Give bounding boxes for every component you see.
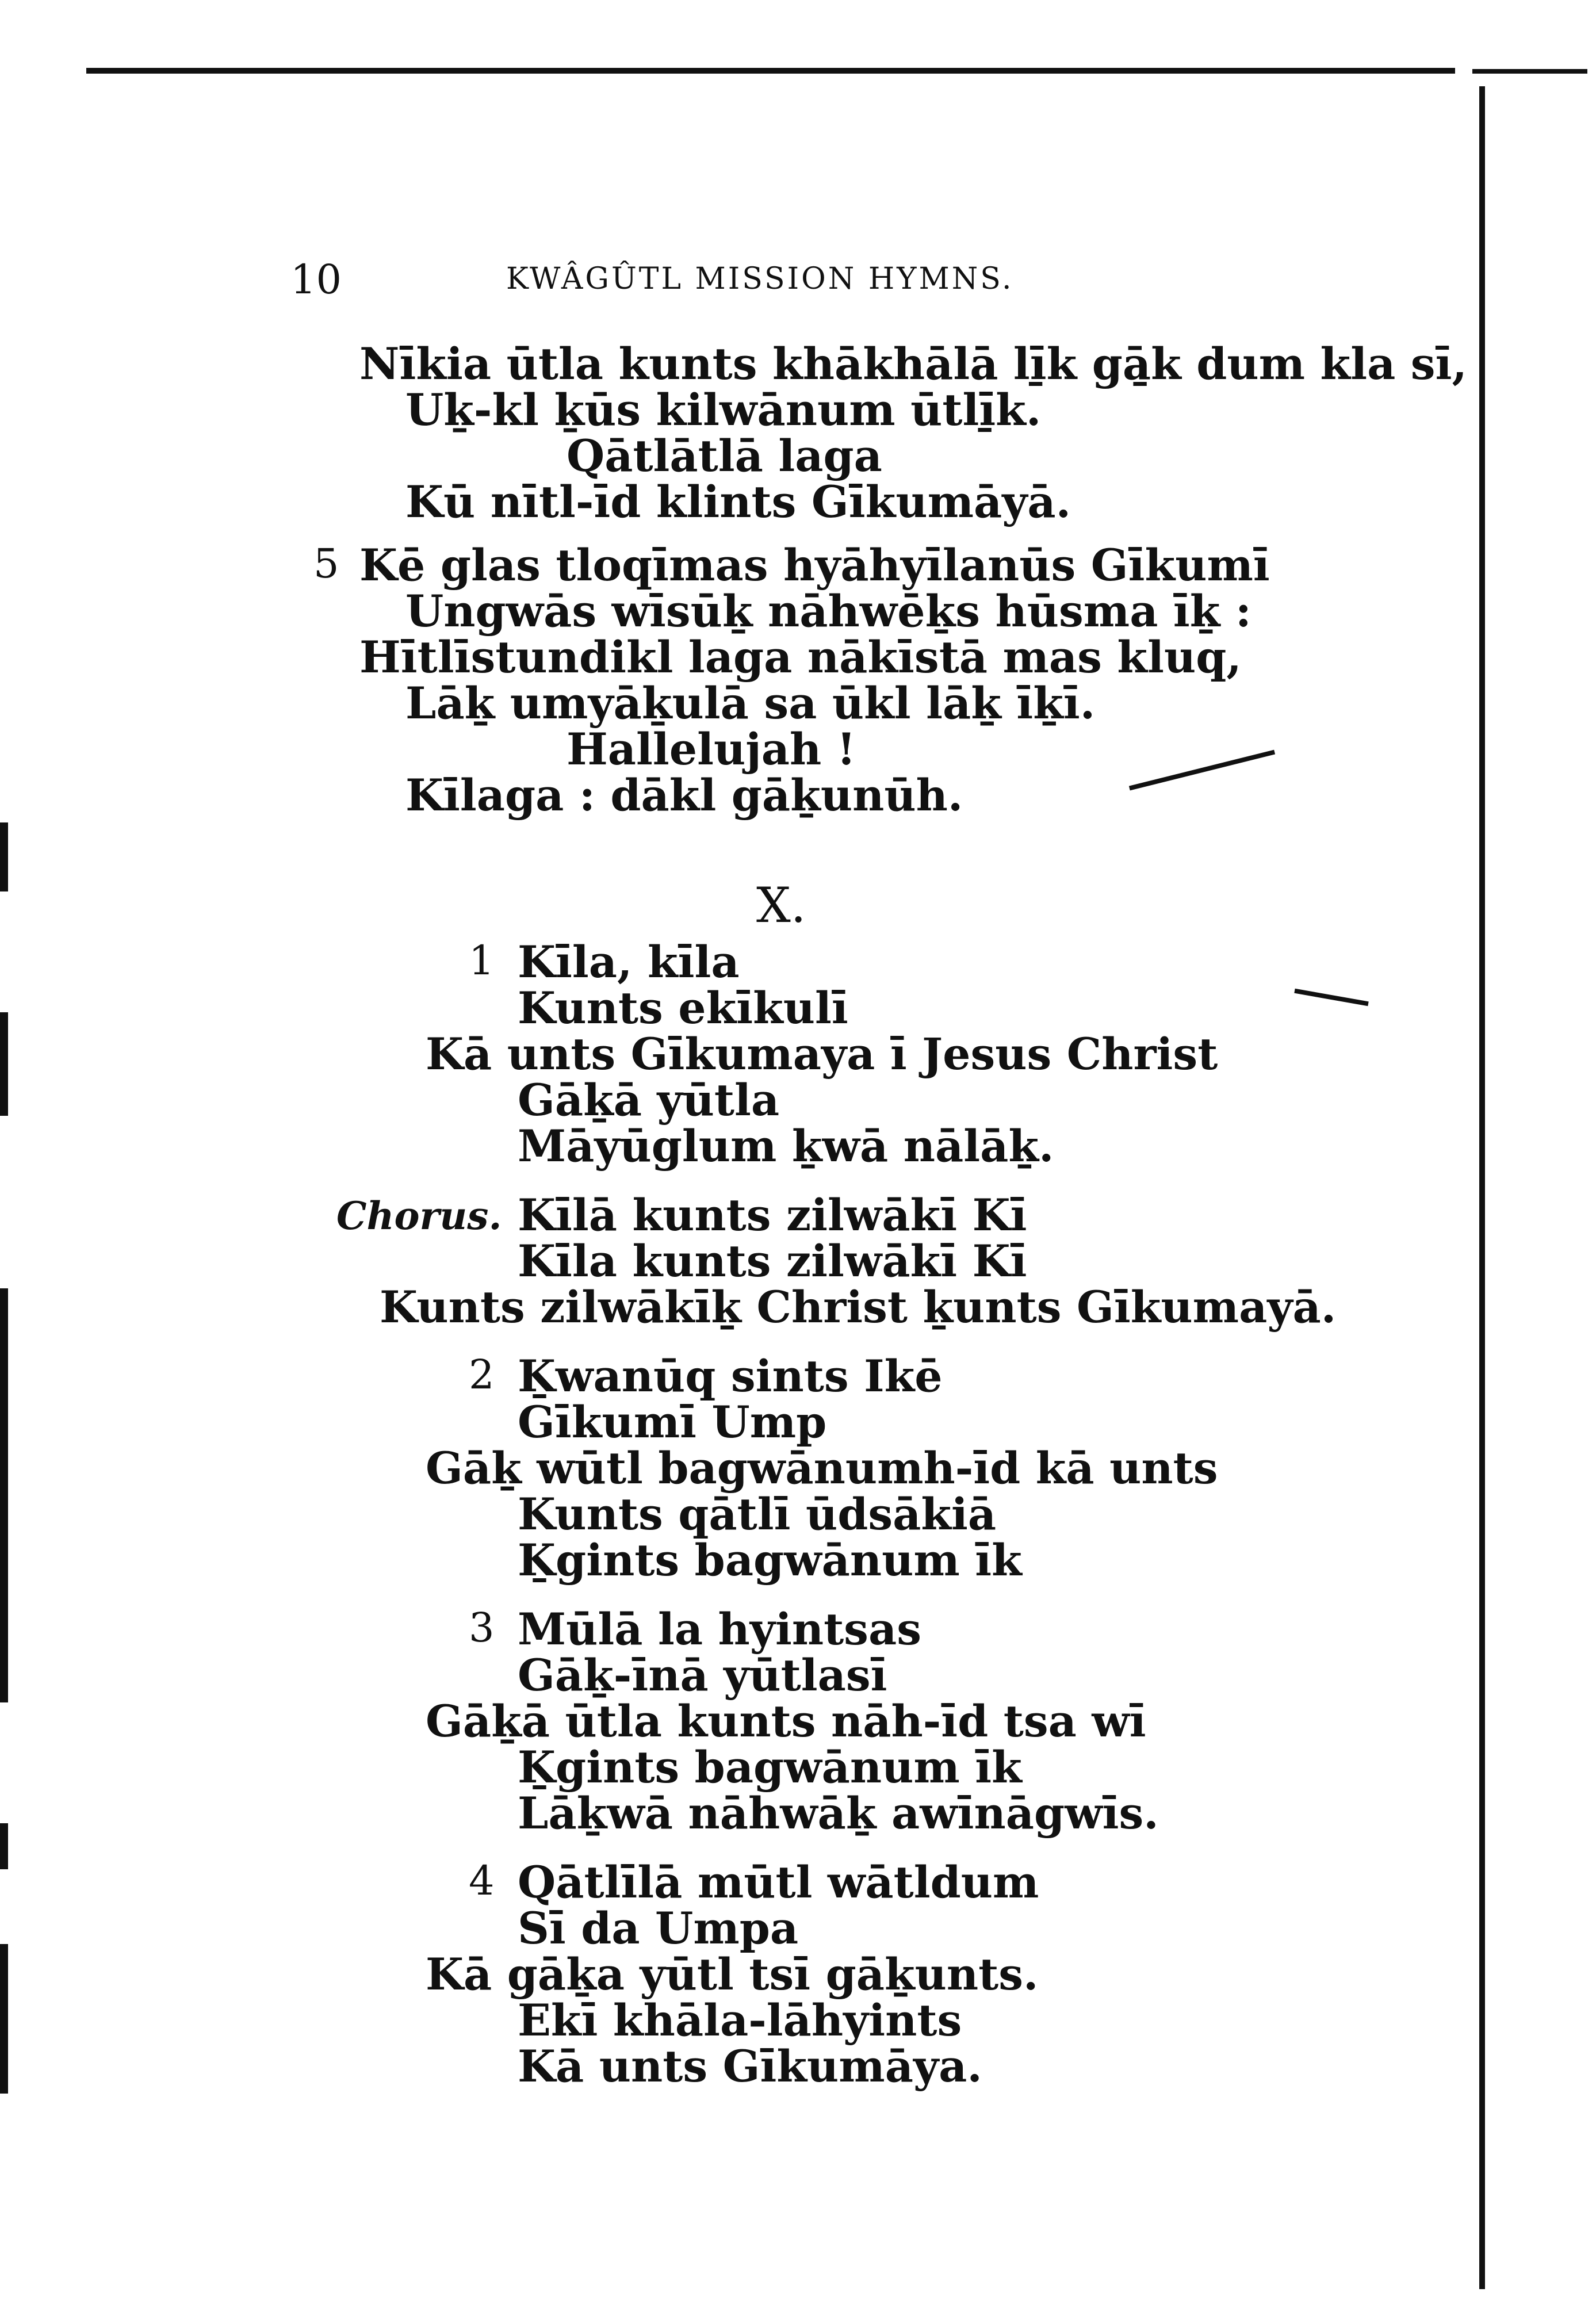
scan-artifact bbox=[0, 822, 8, 891]
verse-number: 3 bbox=[469, 1604, 495, 1651]
verse-number: 4 bbox=[469, 1857, 495, 1904]
hymn-line: Ḵwanūq sints Ikē bbox=[518, 1350, 943, 1402]
hymn-line: Nīkia ūtla kunts khākhālā lī̱k gā̱k dum kla sī, bbox=[359, 338, 1467, 389]
hymn-line: Kunts qātlī ūdsākiā bbox=[518, 1489, 997, 1540]
chorus-line: Kunts zilwākīḵ Christ ḵunts Gīkumayā. bbox=[380, 1281, 1337, 1333]
verse-number: 2 bbox=[469, 1351, 495, 1398]
pen-mark bbox=[1294, 989, 1368, 1006]
hymn-line: Hallelujah ! bbox=[567, 724, 856, 775]
hymn-line: Ekī khāla-lāhyints bbox=[518, 1995, 962, 2046]
hymn-line: Gāḵ wūtl bagwānumh-īd kā unts bbox=[426, 1442, 1218, 1494]
hymn-line: Mūlā la hyintsas bbox=[518, 1604, 921, 1655]
hymn-line: Kā unts Gīkumaya ī Jesus Christ bbox=[426, 1028, 1218, 1080]
hymn-heading: X. bbox=[756, 877, 806, 933]
chorus-line: Kīlā kunts zilwākī Kī bbox=[518, 1189, 1027, 1241]
hymn-line: Ḵgints bagwānum īk bbox=[518, 1535, 1022, 1586]
top-right-border-rule bbox=[1472, 69, 1587, 74]
pen-mark bbox=[1129, 750, 1275, 791]
hymn-line: Qātlīlā mūtl wātldum bbox=[518, 1857, 1039, 1908]
hymn-line: Kē glas tloqīmas hyāhyīlanūs Gīkumī bbox=[359, 539, 1270, 591]
hymn-line: Kunts ekīkulī bbox=[518, 982, 848, 1034]
hymn-line: Kīla, kīla bbox=[518, 936, 740, 988]
hymn-line: Kīlaga : dākl gāḵunūh. bbox=[405, 770, 963, 821]
scan-artifact bbox=[0, 1823, 8, 1869]
chorus-label: Chorus. bbox=[336, 1193, 502, 1238]
hymn-line: Kū nītl-īd klints Gīkumāyā. bbox=[405, 476, 1071, 527]
hymn-line: Kā gāḵa yūtl tsī gāḵunts. bbox=[426, 1949, 1039, 2000]
scan-artifact bbox=[0, 1944, 8, 2094]
right-border-rule bbox=[1479, 86, 1485, 2289]
verse-number: 5 bbox=[313, 540, 339, 587]
hymn-line: Kā unts Gīkumāya. bbox=[518, 2041, 982, 2092]
hymn-line: Ḵgints bagwānum īk bbox=[518, 1742, 1022, 1793]
page-number: 10 bbox=[290, 256, 342, 303]
hymn-line: Sī da Umpa bbox=[518, 1903, 799, 1954]
hymn-line: Gāḵ-īnā yūtlasī bbox=[518, 1650, 887, 1701]
scan-artifact bbox=[0, 1012, 8, 1116]
hymn-line: Hītlīstundikl laga nākīstā mas kluq, bbox=[359, 632, 1242, 683]
top-border-rule bbox=[86, 68, 1455, 74]
hymn-line: Gāḵā yūtla bbox=[518, 1074, 780, 1126]
hymn-line: Gīkumī Ump bbox=[518, 1396, 827, 1448]
scan-artifact bbox=[0, 1288, 8, 1702]
hymn-line: Lāḵ umyāḵulā sa ūkl lāḵ īḵī. bbox=[405, 678, 1096, 729]
running-title: KWÂGÛTL MISSION HYMNS. bbox=[506, 262, 1014, 296]
hymn-line: Uḵ-kl ḵūs kilwānum ūtlī̱k. bbox=[405, 384, 1042, 435]
verse-number: 1 bbox=[469, 937, 495, 984]
hymn-line: Lāḵwā nāhwāḵ awīnāgwīs. bbox=[518, 1788, 1159, 1839]
chorus-line: Kīla kunts zilwākī Kī bbox=[518, 1235, 1027, 1287]
hymn-line: Qātlātlā laga bbox=[567, 430, 882, 481]
hymn-line: Māyūglum ḵwā nālāḵ. bbox=[518, 1120, 1054, 1172]
hymn-line: Gāḵā ūtla kunts nāh-īd tsa wī bbox=[426, 1696, 1146, 1747]
hymn-line: Ungwās wīsūḵ nāhwēḵs hūsma īḵ : bbox=[405, 586, 1251, 637]
